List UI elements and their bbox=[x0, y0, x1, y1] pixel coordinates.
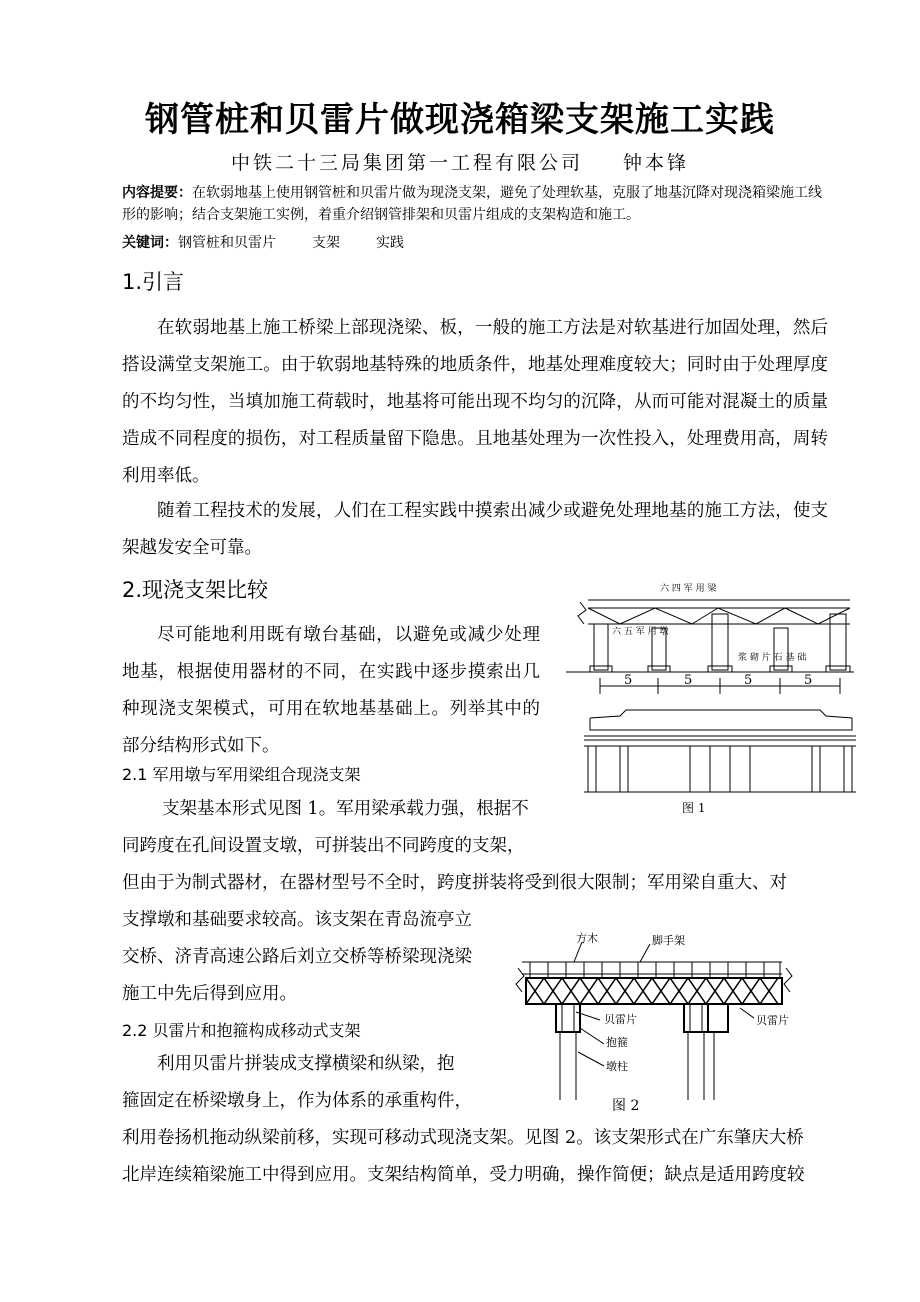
fig1-pier bbox=[712, 614, 728, 670]
fig1-truss bbox=[588, 608, 850, 624]
subsection-2-1-line: 支撑墩和基础要求较高。该支架在青岛流亭立 bbox=[122, 910, 472, 930]
fig1-break-mark bbox=[578, 602, 586, 624]
fig2-leader bbox=[578, 1052, 604, 1066]
author-line bbox=[0, 148, 920, 175]
fig2-hoop bbox=[556, 1004, 580, 1032]
fig2-break-mark bbox=[784, 968, 792, 992]
keywords-label: 关键词： bbox=[122, 235, 178, 251]
fig1-section-slab bbox=[590, 718, 852, 730]
fig1-base bbox=[590, 666, 612, 672]
fig1-label-pier: 六 五 军 用 墩 bbox=[612, 627, 669, 637]
fig1-section-top bbox=[590, 710, 852, 718]
subsection-2-2-line: 箍固定在桥梁墩身上，作为体系的承重构件， bbox=[122, 1091, 472, 1111]
section-2-heading: 2.现浇支架比较 bbox=[122, 578, 269, 602]
fig2-label-bailey: 贝雷片 bbox=[604, 1013, 637, 1026]
fig1-dim-label: 5 bbox=[624, 673, 633, 688]
keyword-item: 钢管桩和贝雷片 bbox=[178, 235, 276, 251]
subsection-2-1-line: 同跨度在孔间设置支墩，可拼装出不同跨度的支架， bbox=[122, 836, 525, 856]
subsection-2-2-line: 利用贝雷片拼装成支撑横梁和纵梁，抱 bbox=[157, 1054, 455, 1074]
author-organization: 中铁二十三局集团第一工程有限公司 bbox=[230, 152, 583, 174]
section-1-paragraph-2: 随着工程技术的发展，人们在工程实践中摸索出减少或避免处理地基的施工方法，使支架越发安全可靠。 bbox=[122, 501, 828, 558]
fig2-label-bailey: 贝雷片 bbox=[756, 1014, 789, 1027]
fig1-pier bbox=[594, 624, 608, 670]
subsection-2-1-line: 交桥、济青高速公路后刘立交桥等桥梁现浇梁 bbox=[122, 947, 472, 967]
fig1-pier bbox=[830, 614, 846, 670]
abstract-text: 在软弱地基上使用钢管桩和贝雷片做为现浇支架，避免了处理软基，克服了地基沉降对现浇箱梁施工线形的影响；结合支架施工实例，着重介绍钢管排架和贝雷片组成的支架构造和施工。 bbox=[122, 185, 822, 223]
fig2-label-timber: 方木 bbox=[576, 932, 598, 945]
fig2-leader bbox=[640, 944, 650, 962]
fig2-hoop bbox=[684, 1004, 708, 1032]
section-1-paragraph-1: 在软弱地基上施工桥梁上部现浇梁、板，一般的施工方法是对软基进行加固处理，然后搭设满堂支架施工。由于软弱地基特殊的地质条件，地基处理难度较大；同时由于处理厚度的不均匀性，当填加施工荷载时，地基将可能出现不均匀的沉降，从而可能对混凝土的质量造成不同程度的损伤，对工程质量留下隐患。且地基处理为一次性投入，处理费用高，周转利用率低。 bbox=[122, 318, 828, 486]
fig2-leader bbox=[574, 942, 582, 962]
subsection-2-1-line: 施工中先后得到应用。 bbox=[122, 984, 297, 1004]
fig1-pier bbox=[774, 628, 788, 670]
fig1-label-beam: 六 四 军 用 梁 bbox=[660, 584, 717, 594]
subsection-2-1-heading: 2.1 军用墩与军用梁组合现浇支架 bbox=[122, 765, 361, 784]
subsection-2-2-heading: 2.2 贝雷片和抱箍构成移动式支架 bbox=[122, 1021, 361, 1040]
fig1-dim-label: 5 bbox=[684, 673, 693, 688]
keywords bbox=[122, 232, 404, 252]
abstract-label: 内容提要： bbox=[122, 185, 192, 201]
document-title: 钢管桩和贝雷片做现浇箱梁支架施工实践 bbox=[145, 100, 775, 140]
fig2-label-scaffold: 脚手架 bbox=[652, 934, 685, 947]
subsection-2-1-line: 支架基本形式见图 1。军用梁承载力强，根据不 bbox=[162, 799, 529, 819]
abstract bbox=[122, 182, 830, 226]
fig1-caption: 图 1 bbox=[682, 801, 706, 815]
fig2-leader bbox=[580, 1028, 604, 1044]
fig2-hoop bbox=[708, 1004, 728, 1032]
subsection-2-2-line: 利用卷扬机拖动纵梁前移，实现可移动式现浇支架。见图 2。该支架形式在广东肇庆大桥 bbox=[122, 1128, 804, 1148]
figure-2 bbox=[500, 928, 800, 1120]
fig2-scaffold-posts bbox=[530, 962, 780, 978]
section-1-heading: 1.引言 bbox=[122, 270, 185, 294]
keyword-item: 实践 bbox=[376, 235, 404, 251]
author-name: 钟本锋 bbox=[623, 152, 690, 174]
keyword-item: 支架 bbox=[312, 235, 340, 251]
fig1-base bbox=[770, 666, 792, 672]
fig1-base bbox=[648, 666, 670, 672]
fig1-dim-label: 5 bbox=[804, 673, 813, 688]
fig2-leader bbox=[740, 1008, 754, 1018]
subsection-2-1-line: 但由于为制式器材，在器材型号不全时，跨度拼装将受到很大限制；军用梁自重大、对 bbox=[122, 873, 787, 893]
fig1-dim-label: 5 bbox=[744, 673, 753, 688]
figure-1 bbox=[560, 578, 860, 823]
fig2-break-mark bbox=[516, 968, 524, 992]
fig2-label-pier: 墩柱 bbox=[606, 1060, 628, 1073]
subsection-2-2-line: 北岸连续箱梁施工中得到应用。支架结构简单，受力明确，操作简便；缺点是适用跨度较 bbox=[122, 1165, 805, 1185]
fig2-label-hoop: 抱箍 bbox=[606, 1036, 628, 1049]
fig2-caption: 图 2 bbox=[612, 1098, 640, 1114]
fig1-label-base: 浆 砌 片 石 基 础 bbox=[738, 653, 807, 663]
section-2-paragraph: 尽可能地利用既有墩台基础，以避免或减少处理地基，根据使用器材的不同，在实践中逐步摸索出几种现浇支架模式，可用在软地基基础上。列举其中的部分结构形式如下。 bbox=[122, 625, 540, 756]
